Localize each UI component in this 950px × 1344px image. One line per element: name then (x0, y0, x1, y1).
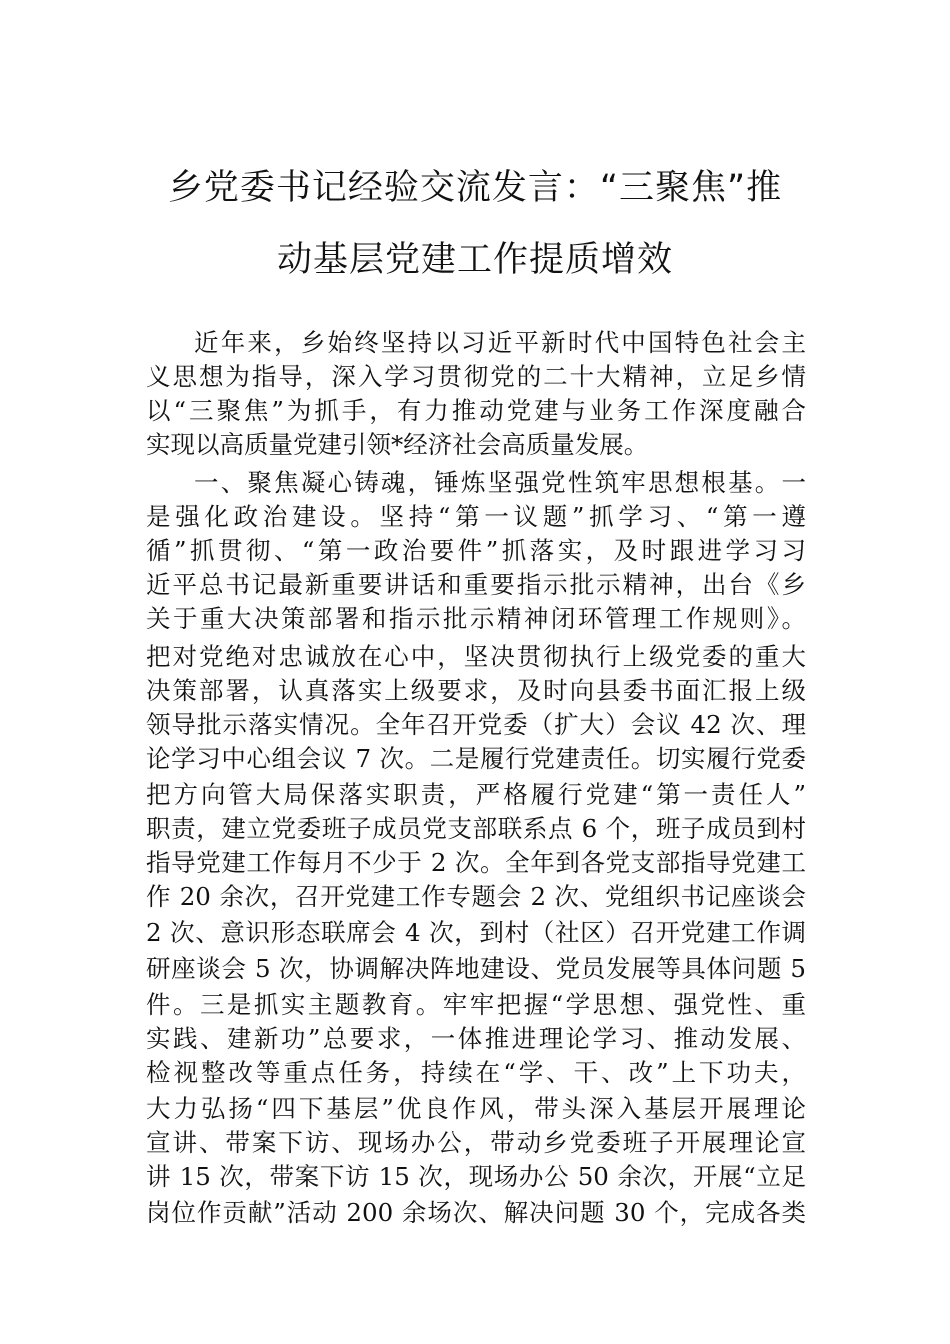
body-line: 关于重大决策部署和指示批示精神闭环管理工作规则》。 (146, 604, 806, 633)
body-line: 件。三是抓实主题教育。牢牢把握“学思想、强党性、重 (146, 990, 806, 1019)
section-heading-line: 一、聚焦凝心铸魂，锤炼坚强党性筑牢思想根基。一 (194, 468, 806, 497)
body-line: 2 次、意识形态联席会 4 次，到村（社区）召开党建工作调 (146, 918, 806, 947)
body-line: 把方向管大局保落实职责，严格履行党建“第一责任人” (146, 780, 806, 809)
body-line: 义思想为指导，深入学习贯彻党的二十大精神，立足乡情 (146, 362, 806, 391)
body-line: 把对党绝对忠诚放在心中，坚决贯彻执行上级党委的重大 (146, 642, 806, 671)
body-line: 论学习中心组会议 7 次。二是履行党建责任。切实履行党委 (146, 744, 806, 773)
body-line: 领导批示落实情况。全年召开党委（扩大）会议 42 次、理 (146, 710, 806, 739)
document-title-line-2: 动基层党建工作提质增效 (276, 240, 673, 280)
body-line: 指导党建工作每月不少于 2 次。全年到各党支部指导党建工 (146, 848, 806, 877)
body-line: 检视整改等重点任务，持续在“学、干、改”上下功夫， (146, 1058, 806, 1087)
body-line: 决策部署，认真落实上级要求，及时向县委书面汇报上级 (146, 676, 806, 705)
body-line: 以“三聚焦”为抓手，有力推动党建与业务工作深度融合 (146, 396, 806, 425)
body-line: 岗位作贡献”活动 200 余场次、解决问题 30 个，完成各类 (146, 1198, 806, 1227)
body-line: 近年来，乡始终坚持以习近平新时代中国特色社会主 (194, 328, 806, 357)
body-line: 大力弘扬“四下基层”优良作风，带头深入基层开展理论 (146, 1094, 806, 1123)
body-line: 职责，建立党委班子成员党支部联系点 6 个，班子成员到村 (146, 814, 806, 843)
body-line: 近平总书记最新重要讲话和重要指示批示精神，出台《乡 (146, 570, 806, 599)
body-line: 讲 15 次，带案下访 15 次，现场办公 50 余次，开展“立足 (146, 1162, 806, 1191)
body-line: 作 20 余次，召开党建工作专题会 2 次、党组织书记座谈会 (146, 882, 806, 911)
body-line: 宣讲、带案下访、现场办公，带动乡党委班子开展理论宣 (146, 1128, 806, 1157)
body-line: 实现以高质量党建引领*经济社会高质量发展。 (146, 430, 649, 459)
body-line: 实践、建新功”总要求，一体推进理论学习、推动发展、 (146, 1024, 806, 1053)
body-line: 研座谈会 5 次，协调解决阵地建设、党员发展等具体问题 5 (146, 954, 806, 983)
document-title-line-1: 乡党委书记经验交流发言：“三聚焦”推 (167, 168, 783, 208)
body-line: 是强化政治建设。坚持“第一议题”抓学习、“第一遵 (146, 502, 806, 531)
body-line: 循”抓贯彻、“第一政治要件”抓落实，及时跟进学习习 (146, 536, 806, 565)
